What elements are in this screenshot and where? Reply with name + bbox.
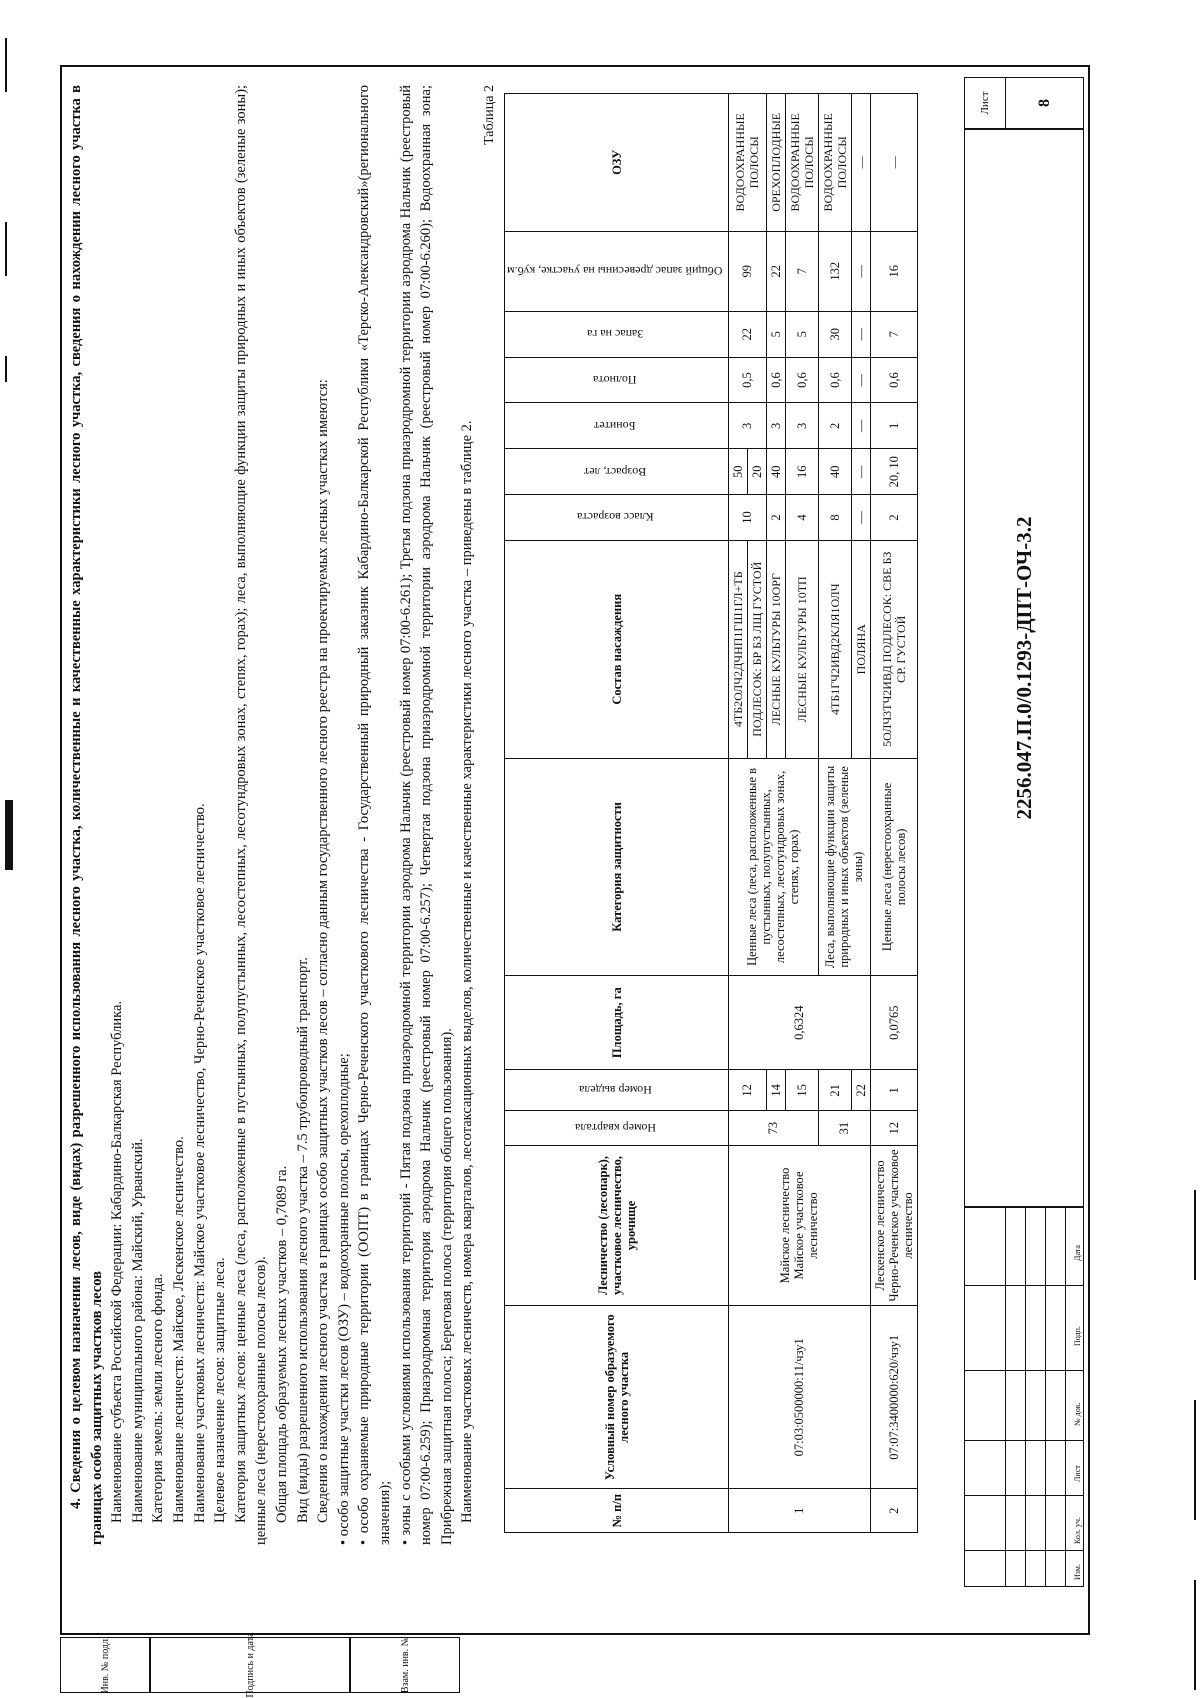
table-row <box>870 94 917 1533</box>
cell-stock-ha: 5 <box>766 311 785 357</box>
bullet-item: • особо защитные участки лесов (ОЗУ) – водоохранные полосы, орехоплодные; <box>335 1053 352 1545</box>
text-line: Сведения о нахождении лесного участка в границах особо защитных участков лесов – согласно данным государственного лесного реестра на проектируемых лесных участках имеются: <box>315 379 332 1523</box>
table-row <box>728 94 747 1533</box>
header-stock-ha: Запас на га <box>505 311 728 357</box>
cell-vydel: 21 <box>818 1070 851 1111</box>
binding-strip <box>60 1632 1090 1698</box>
side-label-sign: Подпись и дата <box>244 1632 256 1698</box>
cell-age-class: 2 <box>766 495 785 541</box>
cell-age: 50 <box>728 449 747 495</box>
document-body <box>66 85 918 1545</box>
scan-mark <box>1194 1400 1196 1520</box>
cell-stock-ha: — <box>851 311 870 357</box>
cell-vydel: 14 <box>766 1070 785 1111</box>
stamp-label-izm: Изм. <box>1073 1564 1082 1580</box>
cell-ozu: ВОДООХРАННЫЕ ПОЛОСЫ <box>785 94 818 232</box>
title-block-grid <box>964 1207 1084 1587</box>
cell-cadastral: 07:07:3400000:620/чзу1 <box>870 1306 917 1489</box>
cell-age: 20, 10 <box>870 449 917 495</box>
cell-protect: Леса, выполняющие функции защиты природных и иных объектов (зеленые зоны) <box>818 758 870 976</box>
stamp-label-podp: Подп. <box>1073 1326 1082 1346</box>
cell-stock-total: — <box>851 231 870 311</box>
stamp-label-kol: Кол. уч. <box>1073 1517 1082 1544</box>
side-cell-sign <box>150 1632 350 1698</box>
cell-age-class: 8 <box>818 495 851 541</box>
cell-age: 20 <box>747 449 766 495</box>
cell-density: 0,5 <box>728 357 766 403</box>
cell-bonitet: 1 <box>870 403 917 449</box>
cell-num: 1 <box>728 1489 870 1533</box>
cell-density: 0,6 <box>818 357 851 403</box>
header-cadastral: Условный номер образуемого лесного участка <box>505 1306 728 1489</box>
forest-plot-table <box>504 93 917 1533</box>
sheet-label: Лист <box>965 78 1006 128</box>
text-line: Общая площадь образуемых лесных участков – 0,7089 га. <box>273 1165 290 1523</box>
header-age-class: Класс возраста <box>505 495 728 541</box>
cell-protect: Ценные леса (леса, расположенные в пустынных, полупустынных, лесостепных, лесотундровых зонах, степях, горах) <box>728 758 818 976</box>
cell-vydel: 12 <box>728 1070 766 1111</box>
header-quarter: Номер квартала <box>505 1111 728 1145</box>
text-line: Наименование муниципального района: Майский, Урванский. <box>129 1138 146 1523</box>
scan-mark <box>5 800 13 870</box>
cell-stock-total: 22 <box>766 231 785 311</box>
cell-bonitet: 3 <box>766 403 785 449</box>
cell-bonitet: 3 <box>785 403 818 449</box>
cell-bonitet: — <box>851 403 870 449</box>
cell-area: 0,0765 <box>870 976 917 1070</box>
cell-forestry: Лескенское лесничество Черно-Реченское участковое лесничество <box>870 1145 917 1305</box>
cell-quarter: 12 <box>870 1111 917 1145</box>
text-line: Наименование лесничеств: Майское, Лескенское лесничество. <box>170 1136 187 1523</box>
cell-ozu: — <box>870 94 917 232</box>
bullet-item: • зоны с особыми условиями использования территорий - Пятая подзона приаэродромной территории аэродрома Нальчик (реестровый номер 07:00-6.261); Третья подзона приаэродромной территории аэродрома Нальчик (реестровый номер 07:00-6.259); Приаэродромная территория аэродрома Нальчик (реестровый номер 07:00-6.257); Четвертая подзона приаэродромной территории аэродрома Нальчик (реестровый номер 07:00-6.260); Водоохранная зона; Прибрежная защитная полоса; Береговая полоса (территория общего пользования). <box>397 85 455 1545</box>
cell-age-class: — <box>851 495 870 541</box>
cell-stock-total: 16 <box>870 231 917 311</box>
header-num: № п/п <box>505 1489 728 1533</box>
cell-composition: 4ТБ2ОЛЧ2ДЧНП1ГШ1ГЛ+ТБ <box>728 540 747 758</box>
header-bonitet: Бонитет <box>505 403 728 449</box>
cell-age-class: 10 <box>728 495 766 541</box>
cell-ozu: ОРЕХОПЛОДНЫЕ <box>766 94 785 232</box>
cell-composition: 5ОЛЧ3ТЧ2ИВД ПОДЛЕСОК: СВЕ БЗ СР. ГУСТОЙ <box>870 540 917 758</box>
cell-vydel: 1 <box>870 1070 917 1111</box>
cell-stock-total: 132 <box>818 231 851 311</box>
cell-density: 0,6 <box>785 357 818 403</box>
cell-stock-ha: 7 <box>870 311 917 357</box>
scan-mark <box>5 38 7 92</box>
cell-age-class: 4 <box>785 495 818 541</box>
cell-composition: ПОЛЯНА <box>851 540 870 758</box>
cell-num: 2 <box>870 1489 917 1533</box>
cell-forestry: Майское лесничество Майское участковое лесничество <box>728 1145 870 1305</box>
cell-ozu: ВОДООХРАННЫЕ ПОЛОСЫ <box>728 94 766 232</box>
cell-vydel: 22 <box>851 1070 870 1111</box>
title-block <box>964 77 1084 1587</box>
cell-age: 40 <box>766 449 785 495</box>
cell-stock-total: 7 <box>785 231 818 311</box>
cell-stock-total: 99 <box>728 231 766 311</box>
cell-composition: 4ТБ1ГЧ2ИВД2КЛЯ1ОЛЧ <box>818 540 851 758</box>
document-sheet <box>60 65 1090 1698</box>
cell-composition: ПОДЛЕСОК: БР БЗ ЛЩ ГУСТОЙ <box>747 540 766 758</box>
cell-quarter: 31 <box>818 1111 870 1145</box>
scan-mark <box>1194 1190 1196 1280</box>
header-vydel: Номер выдела <box>505 1070 728 1111</box>
cell-stock-ha: 22 <box>728 311 766 357</box>
side-label-inv: Инв. № подл. <box>99 1636 111 1694</box>
sheet-number: 8 <box>1036 99 1053 107</box>
header-stock-total: Общий запас древесины на участке, куб.м <box>505 231 728 311</box>
document-code: 2256.047.П.0/0.1293-ДПТ-ОЧ-3.2 <box>964 129 1084 1207</box>
cell-age: — <box>851 449 870 495</box>
cell-ozu: — <box>851 94 870 232</box>
scan-mark <box>5 222 7 276</box>
side-cell-inv <box>60 1637 150 1693</box>
text-line: Наименование участковых лесничеств: Майское участковое лесничество, Черно-Реченское участковое лесничество. <box>191 803 208 1523</box>
scan-mark <box>1194 1580 1196 1690</box>
side-label-vzam: Взам. инв. № <box>399 1636 411 1694</box>
stamp-label-doc: № док. <box>1073 1402 1082 1426</box>
text-line: Вид (виды) разрешенного использования лесного участка – 7.5 трубопроводный транспорт. <box>294 957 311 1523</box>
text-line: Наименование участковых лесничеств, номера кварталов, лесотаксационных выделов, количественные и качественные характеристики лесного участка – приведены в таблице 2. <box>459 420 476 1523</box>
header-composition: Состав насаждения <box>505 540 728 758</box>
table-caption: Таблица 2 <box>481 85 497 145</box>
text-line: Категория защитных лесов: ценные леса (леса, расположенные в пустынных, полупустынных, лесостепных, лесотундровых зонах, степях, горах); леса, выполняющие функции защиты природных и иных объектов (зеленые зоны); ценные леса (нерестоохранные полосы лесов). <box>232 85 270 1545</box>
table-header-row <box>505 94 728 1533</box>
header-area: Площадь, га <box>505 976 728 1070</box>
scan-mark <box>5 356 7 382</box>
cell-area: 0,6324 <box>728 976 870 1070</box>
cell-age: 16 <box>785 449 818 495</box>
text-line: Категория земель: земли лесного фонда. <box>150 1273 167 1523</box>
stamp-label-date: Дата <box>1073 1245 1082 1261</box>
cell-density: 0,6 <box>870 357 917 403</box>
cell-stock-ha: 5 <box>785 311 818 357</box>
sheet-number-box <box>964 77 1084 129</box>
cell-cadastral: 07:03:0500000:11/чзу1 <box>728 1306 870 1489</box>
cell-composition: ЛЕСНЫЕ КУЛЬТУРЫ 10ТП <box>785 540 818 758</box>
cell-quarter: 73 <box>728 1111 818 1145</box>
cell-density: — <box>851 357 870 403</box>
text-line: Целевое назначение лесов: защитные леса. <box>212 1257 229 1523</box>
cell-stock-ha: 30 <box>818 311 851 357</box>
cell-bonitet: 3 <box>728 403 766 449</box>
cell-protect: Ценные леса (нерестоохранные полосы лесов) <box>870 758 917 976</box>
cell-age: 40 <box>818 449 851 495</box>
cell-age-class: 2 <box>870 495 917 541</box>
header-protect: Категория защитности <box>505 758 728 976</box>
cell-density: 0,6 <box>766 357 785 403</box>
cell-composition: ЛЕСНЫЕ КУЛЬТУРЫ 10ОРГ <box>766 540 785 758</box>
side-cell-vzam <box>350 1637 460 1693</box>
stamp-label-list: Лист <box>1073 1465 1082 1482</box>
cell-bonitet: 2 <box>818 403 851 449</box>
header-forestry: Лесничество (лесопарк), участковое лесничество, урочище <box>505 1145 728 1305</box>
header-density: Полнота <box>505 357 728 403</box>
section-heading: 4. Сведения о целевом назначении лесов, виде (видах) разрешенного использования лесного участка, количественные и качественные характеристики лесного участка, сведения о нахождении лесного участка в границах особо защитных участков лесов <box>68 85 105 1545</box>
header-ozu: ОЗУ <box>505 94 728 232</box>
text-line: Наименование субъекта Российской Федерации: Кабардино-Балкарская Республика. <box>109 1000 126 1523</box>
cell-ozu: ВОДООХРАННЫЕ ПОЛОСЫ <box>818 94 851 232</box>
header-age: Возраст, лет <box>505 449 728 495</box>
bullet-item: • особо охраняемые природные территории (ООПТ) в границах Черно-Реченского участкового лесничества - Государственный природный заказник Кабардино-Балкарской Республики «Терско-Александровский»(региональнoго значения); <box>356 85 393 1545</box>
cell-vydel: 15 <box>785 1070 818 1111</box>
